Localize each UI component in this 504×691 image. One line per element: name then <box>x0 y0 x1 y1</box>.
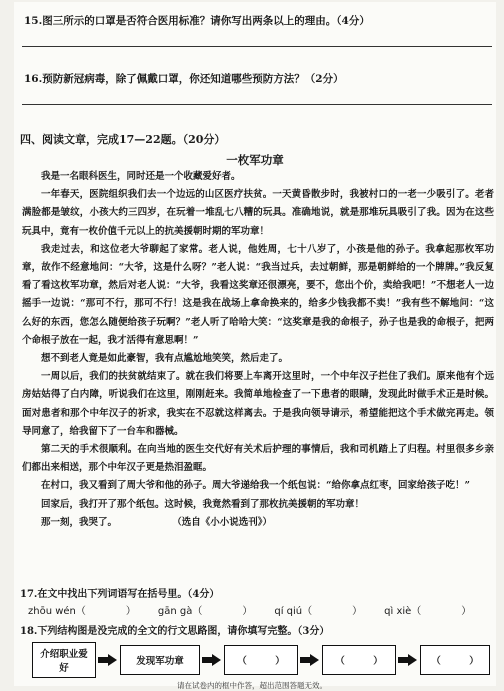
answer-line <box>22 46 492 47</box>
answer-line <box>22 104 492 105</box>
flow-answer-box[interactable]: （ ） <box>224 645 298 675</box>
answer-blank[interactable]: ） <box>242 606 253 617</box>
paragraph: 我是一名眼科医生，同时还是一个收藏爱好者。 <box>41 171 241 182</box>
question-15: 15.图三所示的口罩是否符合医用标准？请你写出两条以上的理由。（4分） <box>24 15 370 27</box>
question-17: 17.在文中找出下列词语写在括号里。（4分） <box>20 589 220 600</box>
paragraph: 在村口，我又看到了周大爷和他的孙子。周大爷递给我一个纸包说：“给你拿点红枣，回家给孩子吃！” <box>41 480 470 492</box>
exam-sheet <box>14 2 496 686</box>
flow-box: 发现军功章 <box>120 645 200 675</box>
flow-answer-box[interactable]: （ ） <box>322 645 396 675</box>
paragraph: 那一刻，我哭了。 （选自《小小说选刊》） <box>41 516 273 528</box>
paragraph: 第二天的手术很顺利。在向当地的医生交代好有关术后护理的事情后，我和司机踏上了归程。村里很多乡亲们都出来相送，那个中年汉子更是热泪盈眶。 <box>22 444 494 474</box>
paragraph: 我走过去，和这位老大爷聊起了家常。老人说，他姓周，七十八岁了，小孩是他的孙子。我拿起那枚军功章，故作不经意地问：“大爷，这是什么呀？”老人说：“我当过兵，去过朝鲜，那是朝鲜给的一个牌牌。”我反复看了看这枚军功章，然后对老人说：“大爷，我看这奖章还很漂亮，要不，您出个价，卖给我吧！”不想老人一边摇手一边说：“那可不行，那可不行！这是我在战场上拿命换来的，给多少钱我都不卖！”我有些不解地问：“这么好的东西，您怎么随便给孩子玩啊？”老人听了哈哈大笑：“这奖章是我的命根子，孙子也是我的命根子，把两个命根子放在一起，我才活得有意思啊！” <box>22 243 494 346</box>
paragraph: 一周以后，我们的扶贫就结束了。就在我们将要上车离开这里时，一个中年汉子拦住了我们。原来他有个远房姑姑得了白内障，听说我们在这里，刚刚赶来。我简单地检查了一下患者的眼睛，发现此时做手术正是时候。面对患者和那个中年汉子的祈求，我实在不忍就这样离去。于是我向领导请示，希望能把这个手术做完再走。领导同意了，给我留下了一台车和器械。 <box>22 371 494 437</box>
flow-answer-box[interactable]: （ ） <box>420 645 490 675</box>
answer-blank[interactable]: ） <box>461 606 472 617</box>
arrow-icon <box>98 654 118 666</box>
question-18: 18.下列结构图是没完成的全文的行文思路图，请你填写完整。（3分） <box>20 626 330 637</box>
flow-diagram <box>32 642 490 678</box>
answer-blank[interactable]: ） <box>125 606 136 617</box>
article-body <box>22 168 494 532</box>
question-16: 16.预防新冠病毒，除了佩戴口罩，你还知道哪些预防方法？（2分） <box>24 73 344 85</box>
pinyin-word: zhōu wén（ <box>28 606 86 617</box>
pinyin-word: qì xiè（ <box>384 606 422 617</box>
pinyin-word: gān gà（ <box>157 606 203 617</box>
flow-box: 介绍职业爱好 <box>32 642 96 678</box>
page-footer: 请在试卷内的框中作答，超出范围答题无效。 <box>177 681 327 690</box>
arrow-icon <box>202 654 222 666</box>
article-source: （选自《小小说选刊》） <box>177 516 273 528</box>
answer-blank[interactable]: ） <box>352 606 363 617</box>
arrow-icon <box>300 654 320 666</box>
pinyin-word: qí qiú（ <box>274 606 313 617</box>
paragraph: 想不到老人竟是如此豪智，我有点尴尬地笑笑，然后走了。 <box>41 353 289 365</box>
paragraph: 回家后，我打开了那个纸包。这时候，我竟然看到了那枚抗美援朝的军功章！ <box>41 498 365 510</box>
pinyin-row <box>28 602 471 617</box>
arrow-icon <box>398 654 418 666</box>
section-heading: 四、阅读文章，完成17—22题。（20分） <box>20 133 226 146</box>
paragraph: 一年春天，医院组织我们去一个边远的山区医疗扶贫。一天黄昏散步时，我被村口的一老一少吸引了。老者满脸都是皱纹，小孩大约三四岁，在玩着一堆乱七八糟的玩具。准确地说，就是那堆玩具吸引了我。因为在这些玩具中，竟有一枚价值千元以上的抗美援朝时期的军功章！ <box>22 189 494 237</box>
article-title: 一枚军功章 <box>226 153 284 167</box>
